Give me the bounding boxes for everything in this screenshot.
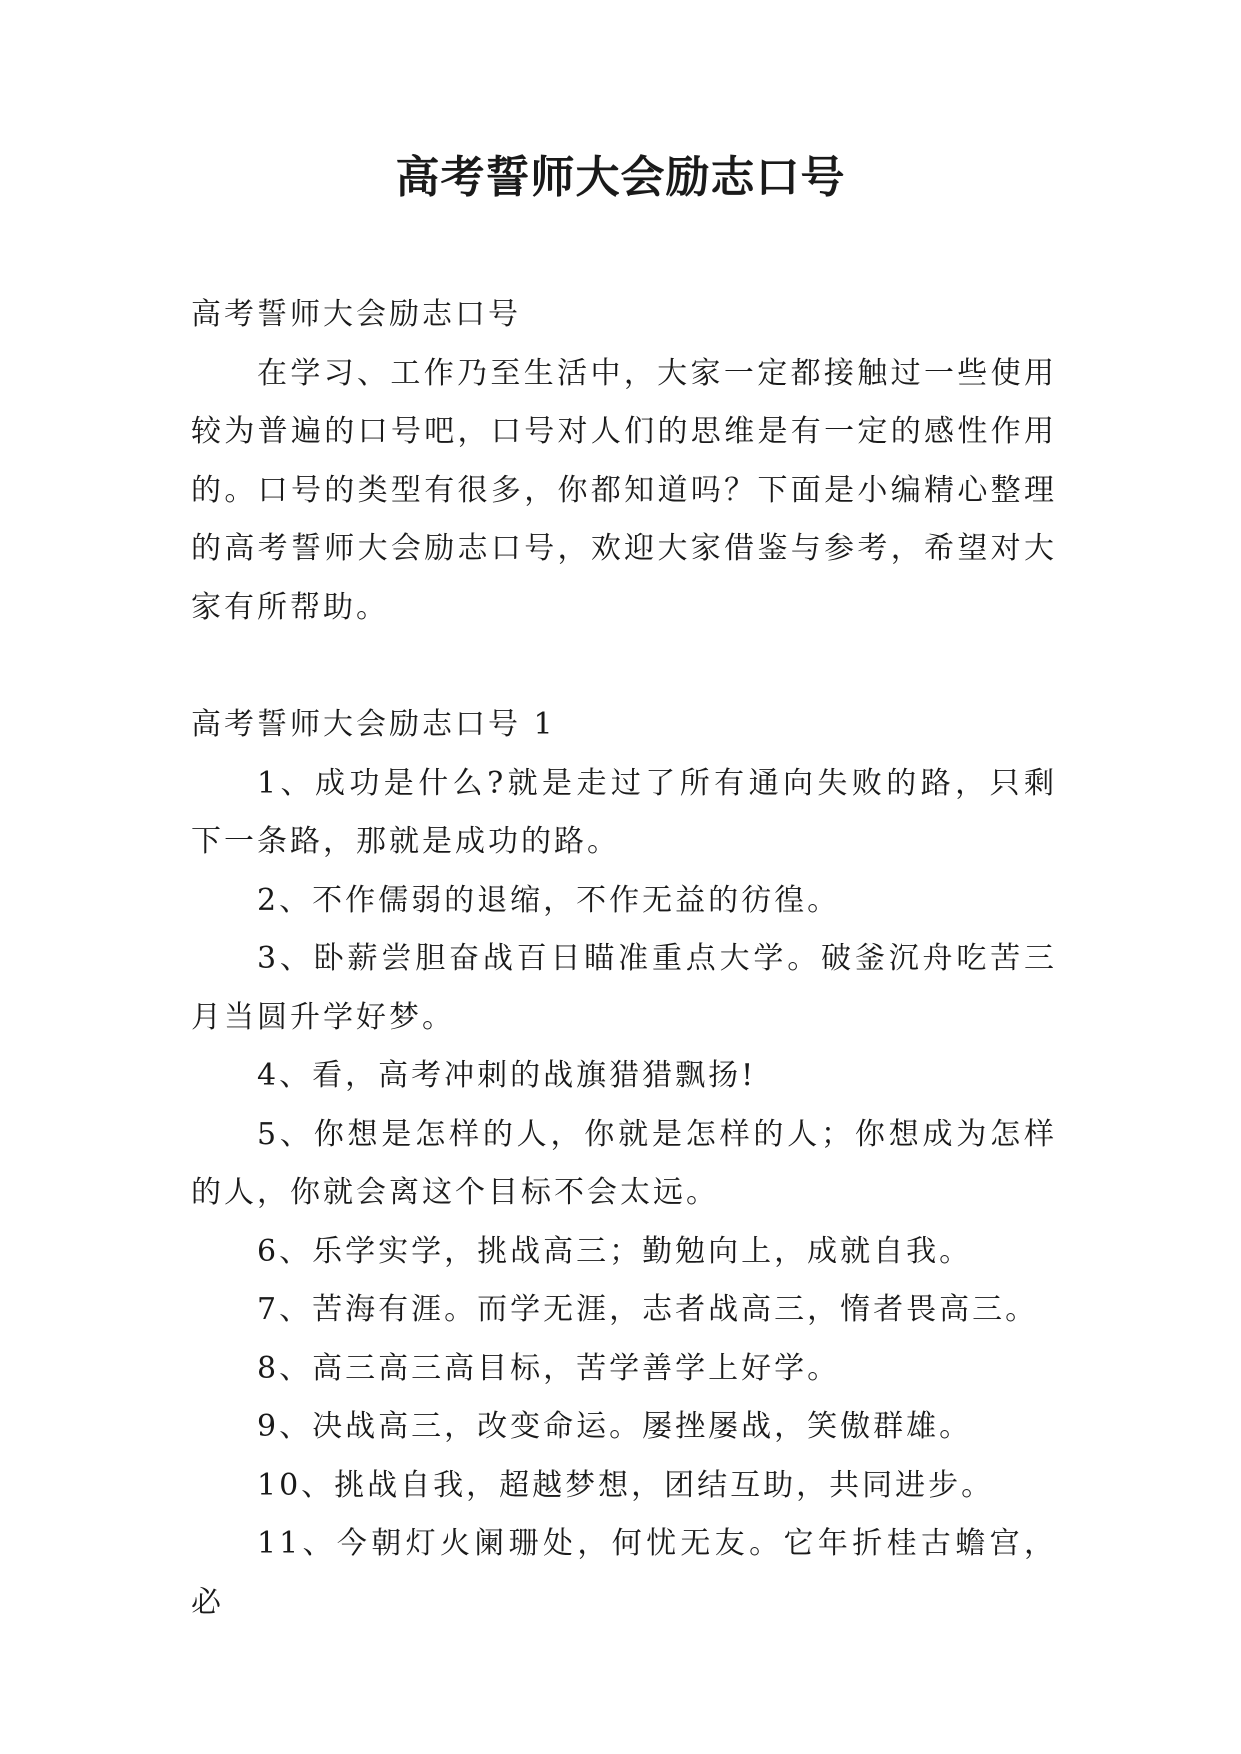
slogan-item: 9、决战高三，改变命运。屡挫屡战，笑傲群雄。 xyxy=(257,1409,973,1444)
section-heading: 高考誓师大会励志口号 xyxy=(191,297,521,332)
slogan-item: 7、苦海有涯。而学无涯，志者战高三，惰者畏高三。 xyxy=(257,1292,1039,1327)
slogan-item: 11、今朝灯火阑珊处，何忧无友。它年折桂古蟾宫，必 xyxy=(191,1526,1057,1620)
slogan-item: 3、卧薪尝胆奋战百日瞄准重点大学。破釜沉舟吃苦三月当圆升学好梦。 xyxy=(191,941,1057,1035)
slogan-item: 4、看，高考冲刺的战旗猎猎飘扬! xyxy=(257,1058,757,1093)
slogan-item: 2、不作儒弱的退缩，不作无益的彷徨。 xyxy=(257,882,841,918)
subsection-heading: 高考誓师大会励志口号 1 xyxy=(191,707,556,742)
intro-paragraph: 在学习、工作乃至生活中，大家一定都接触过一些使用较为普遍的口号吧，口号对人们的思维是有一定的感性作用的。口号的类型有很多，你都知道吗？下面是小编精心整理的高考誓师大会励志口号，欢迎大家借鉴与参考，希望对大家有所帮助。 xyxy=(191,355,1057,625)
document-body xyxy=(191,286,1057,1632)
slogan-item: 5、你想是怎样的人，你就是怎样的人；你想成为怎样的人，你就会离这个目标不会太远。 xyxy=(191,1116,1057,1210)
paragraph-gap xyxy=(191,637,1057,696)
slogan-item: 6、乐学实学，挑战高三；勤勉向上，成就自我。 xyxy=(257,1233,973,1269)
slogan-item: 1、成功是什么?就是走过了所有通向失败的路，只剩下一条路，那就是成功的路。 xyxy=(191,765,1057,859)
document-title: 高考誓师大会励志口号 xyxy=(395,152,846,203)
slogan-item: 10、挑战自我，超越梦想，团结互助，共同进步。 xyxy=(257,1467,995,1503)
slogan-item: 8、高三高三高目标，苦学善学上好学。 xyxy=(257,1350,841,1386)
